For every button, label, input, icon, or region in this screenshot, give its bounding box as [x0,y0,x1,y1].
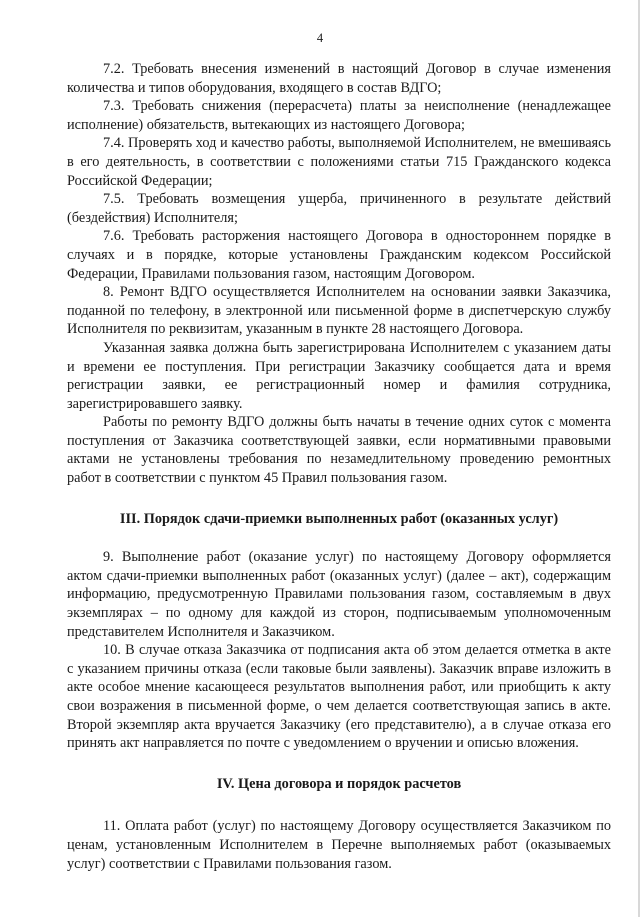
section-4-heading: IV. Цена договора и порядок расчетов [216,775,462,792]
page-number: 4 [316,31,324,45]
section-3-heading: III. Порядок сдачи-приемки выполненных работ (оказанных услуг) [119,510,559,527]
clause-7-2: 7.2. Требовать внесения изменений в настоящий Договор в случае изменения количества и типов оборудования, входящего в состав ВДГО; [67,61,611,96]
document-body [67,60,611,873]
clause-10: 10. В случае отказа Заказчика от подписания акта об этом делается отметка в акте с указанием причины отказа (если таковые были заявлены). Заказчик вправе изложить в акте особое мнение касающееся результатов выполнения работ, или приобщить к акту свои возражения в письменной форме, о чем делается соответствующая запись в акте. Второй экземпляр акта вручается Заказчику (его представителю), а в случае отказа его принять акт направляется по почте с уведомлением о вручении и описью вложения. [67,642,611,752]
clause-7-4: 7.4. Проверять ход и качество работы, выполняемой Исполнителем, не вмешиваясь в его деятельность, в соответствии с положениями статьи 715 Гражданского кодекса Российской Федерации; [67,135,611,189]
clause-8-start-terms: Работы по ремонту ВДГО должны быть начаты в течение одних суток с момента поступления от Заказчика соответствующей заявки, если нормативными правовыми актами не установлены требования по незамедлительному проведению ремонтных работ в соответствии с пунктом 45 Правил пользования газом. [67,414,611,487]
clause-11: 11. Оплата работ (услуг) по настоящему Договору осуществляется Заказчиком по ценам, установленным Исполнителем в Перечне выполняемых работ (оказываемых услуг) соответствии с Правилами пользования газом. [67,818,611,872]
clause-7-6: 7.6. Требовать расторжения настоящего Договора в одностороннем порядке в случаях и в порядке, которые установлены Гражданским кодексом Российской Федерации, Правилами пользования газом, настоящим Договором. [67,228,611,282]
clause-7-5: 7.5. Требовать возмещения ущерба, причиненного в результате действий (бездействия) Исполнителя; [67,191,611,226]
clause-9: 9. Выполнение работ (оказание услуг) по настоящему Договору оформляется актом сдачи-приемки выполненных работ (оказанных услуг) (далее – акт), содержащим информацию, предусмотренную Правилами пользования газом, составляемым в двух экземплярах – по одному для каждой из сторон, подписываемым уполномоченным представителем Исполнителя и Заказчиком. [67,549,611,640]
clause-8-registration: Указанная заявка должна быть зарегистрирована Исполнителем с указанием даты и времени ее поступления. При регистрации Заказчику сообщается дата и время регистрации заявки, ее регистрационный номер и фамилия сотрудника, зарегистрировавшего заявку. [67,339,611,412]
clause-7-3: 7.3. Требовать снижения (перерасчета) платы за неисполнение (ненадлежащее исполнение) обязательств, вытекающих из настоящего Договора; [67,98,611,133]
clause-8: 8. Ремонт ВДГО осуществляется Исполнителем на основании заявки Заказчика, поданной по телефону, в электронной или письменной форме в диспетчерскую службу Исполнителя по реквизитам, указанным в пункте 28 настоящего Договора. [67,284,611,338]
